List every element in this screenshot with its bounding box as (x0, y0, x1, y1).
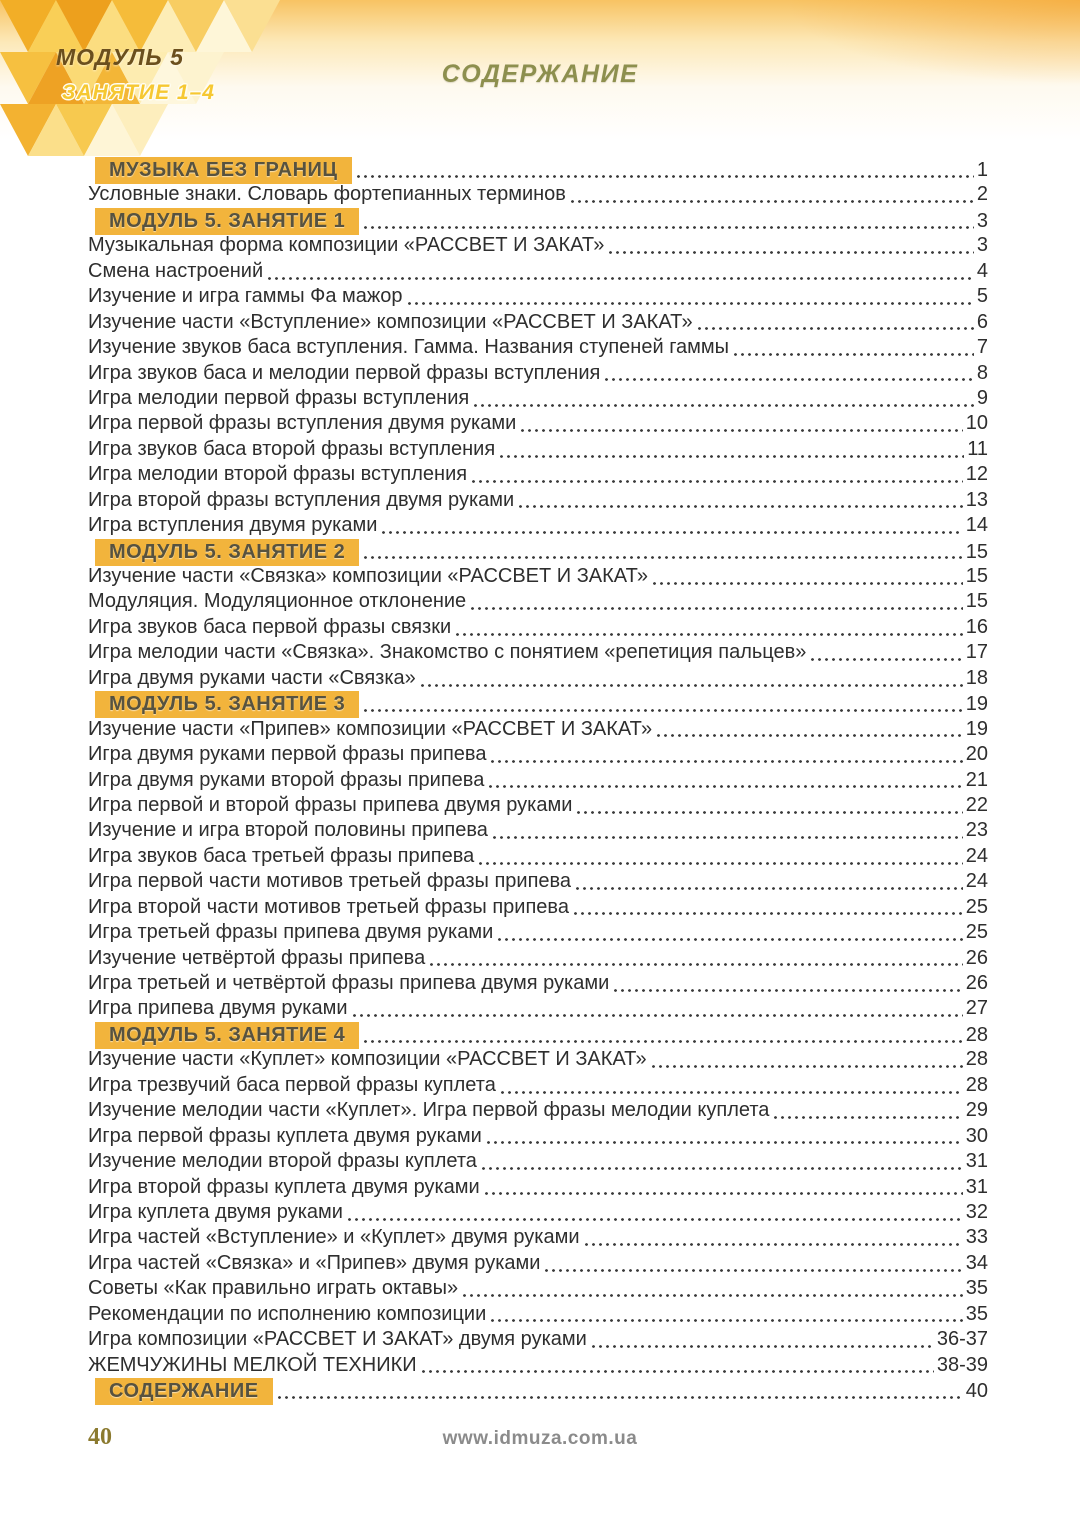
toc-item-row (88, 895, 988, 920)
toc-entry-page: 25 (965, 895, 988, 918)
dotted-leader (266, 259, 974, 284)
dotted-leader (496, 920, 962, 945)
toc-entry-page: 2 (976, 183, 988, 206)
toc-entry-page: 5 (976, 285, 988, 308)
toc-item-row (88, 640, 988, 665)
toc-item-row (88, 1175, 988, 1200)
toc-entry-label: Игра частей «Связка» и «Припев» двумя руками (88, 1251, 541, 1274)
toc-entry-page: 21 (965, 768, 988, 791)
toc-item-row (88, 1124, 988, 1149)
dotted-leader (485, 1124, 963, 1149)
dotted-leader (574, 869, 963, 894)
toc-item-row (88, 971, 988, 996)
dotted-leader (420, 1353, 934, 1378)
toc-entry-label: Изучение и игра гаммы Фа мажор (88, 285, 403, 308)
toc-item-row (88, 615, 988, 640)
toc-entry-label: Игра куплета двумя руками (88, 1200, 343, 1223)
toc-entry-page: 24 (965, 844, 988, 867)
toc-item-row (88, 1149, 988, 1174)
toc-entry-page: 34 (965, 1251, 988, 1274)
dotted-leader (477, 844, 962, 869)
toc-entry-page: 28 (965, 1048, 988, 1071)
dotted-leader (575, 793, 962, 818)
toc-entry-label: Смена настроений (88, 259, 264, 282)
toc-item-row (88, 284, 988, 309)
toc-entry-label: Игра первой части мотивов третьей фразы припева (88, 870, 572, 893)
toc-entry-label: Игра припева двумя руками (88, 997, 348, 1020)
toc-entry-label: Игра мелодии первой фразы вступления (88, 386, 470, 409)
toc-entry-page: 1 (976, 159, 988, 181)
toc-entry-label: Игра третьей и четвёртой фразы припева двумя руками (88, 972, 610, 994)
toc-item-row (88, 488, 988, 513)
toc-entry-label: Изучение звуков баса вступления. Гамма. Названия ступеней гаммы (88, 336, 730, 359)
toc-item-row (88, 1098, 988, 1123)
dotted-leader (461, 1276, 963, 1301)
toc-entry-label: Игра звуков баса второй фразы вступления (88, 437, 496, 460)
toc-item-row (88, 793, 988, 818)
toc-item-row (88, 818, 988, 843)
toc-entry-label: Игра звуков баса третьей фразы припева (88, 844, 475, 867)
toc-entry-label: Игра вступления двумя руками (88, 514, 378, 537)
toc-entry-page: 11 (967, 437, 988, 460)
dotted-leader (487, 768, 962, 793)
lesson-range-label: ЗАНЯТИЕ 1–4 (62, 81, 215, 104)
toc-entry-label: Изучение и игра второй половины припева (88, 819, 488, 842)
toc-item-row (88, 844, 988, 869)
dotted-leader (362, 208, 974, 233)
dotted-leader (650, 1047, 963, 1072)
toc-entry-label: Игра третьей фразы припева двумя руками (88, 921, 494, 944)
dotted-leader (809, 640, 962, 665)
dotted-leader (380, 513, 962, 538)
toc-entry-label: Музыкальная форма композиции «РАССВЕТ И ЗАКАТ» (88, 234, 605, 257)
toc-item-row (88, 589, 988, 614)
toc-entry-page: 32 (965, 1200, 988, 1223)
dotted-leader (603, 361, 974, 386)
footer-website: www.idmuza.com.ua (442, 1428, 638, 1449)
toc-item-row (88, 564, 988, 589)
toc-entry-label: Изучение мелодии части «Куплет». Игра первой фразы мелодии куплета (88, 1099, 770, 1122)
toc-entry-page: 20 (965, 743, 988, 766)
toc-entry-page: 15 (965, 540, 988, 563)
dotted-leader (489, 742, 962, 767)
dotted-leader (454, 615, 963, 640)
toc-section-row (88, 157, 988, 182)
toc-entry-label: СОДЕРЖАНИЕ (95, 1378, 273, 1405)
toc-entry-page: 33 (965, 1226, 988, 1249)
toc-entry-page: 16 (965, 615, 988, 638)
toc-item-row (88, 1327, 988, 1352)
toc-entry-page: 40 (965, 1380, 988, 1402)
toc-entry-page: 38-39 (936, 1353, 988, 1376)
toc-entry-label: МОДУЛЬ 5. ЗАНЯТИЕ 3 (95, 691, 359, 718)
dotted-leader (572, 895, 963, 920)
toc-entry-page: 35 (965, 1277, 988, 1300)
toc-item-row (88, 335, 988, 360)
toc-item-row (88, 386, 988, 411)
toc-item-row (88, 1302, 988, 1327)
toc-entry-page: 9 (976, 386, 988, 409)
toc-entry-page: 27 (965, 997, 988, 1020)
toc-entry-page: 4 (976, 259, 988, 282)
toc-entry-label: Рекомендации по исполнению композиции (88, 1302, 487, 1325)
toc-section-row (88, 691, 988, 716)
toc-item-row (88, 1225, 988, 1250)
toc-item-row (88, 310, 988, 335)
toc-entry-page: 36-37 (936, 1328, 988, 1351)
toc-entry-label: Игра мелодии второй фразы вступления (88, 463, 468, 486)
toc-entry-label: Игра частей «Вступление» и «Куплет» двумя руками (88, 1226, 580, 1249)
toc-entry-page: 31 (965, 1150, 988, 1173)
dotted-leader (655, 717, 963, 742)
toc-entry-label: Советы «Как правильно играть октавы» (88, 1277, 459, 1300)
toc-entry-page: 15 (965, 565, 988, 587)
toc-item-row (88, 411, 988, 436)
toc-entry-label: Изучение части «Связка» композиции «РАССВЕТ И ЗАКАТ» (88, 565, 649, 587)
dotted-leader (469, 589, 963, 614)
toc-entry-page: 8 (976, 361, 988, 384)
toc-entry-label: Игра второй фразы вступления двумя руками (88, 488, 515, 511)
toc-entry-label: Игра трезвучий баса первой фразы куплета (88, 1073, 496, 1096)
toc-item-row (88, 742, 988, 767)
dotted-leader (772, 1098, 962, 1123)
dotted-leader (612, 971, 962, 996)
toc-section-row (88, 1378, 988, 1403)
dotted-leader (355, 157, 974, 182)
toc-section-row (88, 1022, 988, 1047)
dotted-leader (583, 1225, 963, 1250)
dotted-leader (419, 666, 963, 691)
dotted-leader (362, 1022, 963, 1047)
toc-item-row (88, 437, 988, 462)
dotted-leader (480, 1149, 963, 1174)
toc-entry-label: Игра двумя руками части «Связка» (88, 666, 416, 689)
toc-entry-page: 25 (965, 921, 988, 944)
toc-entry-page: 13 (965, 488, 988, 511)
toc-entry-label: Игра звуков баса первой фразы связки (88, 615, 452, 638)
dotted-leader (483, 1175, 963, 1200)
toc-entry-label: Игра двумя руками первой фразы припева (88, 743, 487, 766)
toc-entry-page: 28 (965, 1073, 988, 1096)
toc-item-row (88, 768, 988, 793)
toc-entry-label: Игра первой фразы куплета двумя руками (88, 1124, 482, 1147)
toc-item-row (88, 1047, 988, 1072)
toc-entry-label: МУЗЫКА БЕЗ ГРАНИЦ (95, 157, 352, 184)
toc-entry-label: Модуляция. Модуляционное отклонение (88, 590, 467, 613)
toc-item-row (88, 717, 988, 742)
dotted-leader (569, 182, 974, 207)
dotted-leader (499, 1073, 963, 1098)
toc-item-row (88, 946, 988, 971)
toc-entry-label: Игра мелодии части «Связка». Знакомство с понятием «репетиция пальцев» (88, 641, 807, 664)
toc-item-row (88, 1353, 988, 1378)
toc-entry-page: 3 (976, 234, 988, 257)
toc-entry-label: Изучение части «Припев» композиции «РАССВЕТ И ЗАКАТ» (88, 717, 653, 740)
toc-item-row (88, 233, 988, 258)
page-header (0, 0, 1080, 140)
toc-entry-page: 28 (965, 1023, 988, 1046)
module-label: МОДУЛЬ 5 (56, 44, 184, 70)
dotted-leader (696, 310, 974, 335)
toc-item-row (88, 1073, 988, 1098)
toc-entry-page: 24 (965, 870, 988, 893)
dotted-leader (362, 539, 963, 564)
dotted-leader (406, 284, 974, 309)
dotted-leader (590, 1327, 934, 1352)
toc-entry-page: 23 (965, 819, 988, 842)
toc-entry-page: 19 (965, 693, 988, 716)
toc-entry-page: 15 (965, 590, 988, 613)
dotted-leader (517, 488, 963, 513)
dotted-leader (732, 335, 974, 360)
toc-entry-page: 30 (965, 1124, 988, 1147)
dotted-leader (351, 996, 963, 1021)
dotted-leader (491, 818, 963, 843)
dotted-leader (607, 233, 973, 258)
toc-entry-page: 7 (976, 336, 988, 359)
toc-entry-page: 22 (965, 793, 988, 816)
dotted-leader (346, 1200, 963, 1225)
toc-entry-page: 10 (965, 412, 988, 435)
toc-entry-label: Игра первой фразы вступления двумя руками (88, 412, 517, 435)
dotted-leader (489, 1302, 962, 1327)
toc-item-row (88, 1251, 988, 1276)
dotted-leader (276, 1378, 963, 1403)
toc-entry-label: Изучение мелодии второй фразы куплета (88, 1150, 477, 1173)
toc-item-row (88, 1200, 988, 1225)
dotted-leader (651, 564, 963, 589)
toc-entry-page: 26 (965, 946, 988, 969)
dotted-leader (472, 386, 974, 411)
dotted-leader (470, 462, 963, 487)
dotted-leader (362, 691, 963, 716)
toc-entry-label: Изучение части «Куплет» композиции «РАССВЕТ И ЗАКАТ» (88, 1048, 647, 1071)
toc-entry-label: МОДУЛЬ 5. ЗАНЯТИЕ 1 (95, 208, 359, 235)
dotted-leader (543, 1251, 962, 1276)
toc-entry-label: Игра двумя руками второй фразы припева (88, 768, 485, 791)
dotted-leader (519, 411, 962, 436)
toc-item-row (88, 182, 988, 207)
toc-item-row (88, 462, 988, 487)
toc-item-row (88, 513, 988, 538)
toc-entry-label: Игра композиции «РАССВЕТ И ЗАКАТ» двумя руками (88, 1328, 587, 1351)
toc-item-row (88, 1276, 988, 1301)
toc-list (88, 157, 988, 1403)
toc-entry-page: 19 (965, 717, 988, 740)
toc-entry-label: Условные знаки. Словарь фортепианных терминов (88, 183, 566, 206)
toc-entry-page: 31 (965, 1175, 988, 1198)
toc-entry-label: Изучение части «Вступление» композиции «РАССВЕТ И ЗАКАТ» (88, 310, 693, 333)
toc-entry-label: Игра первой и второй фразы припева двумя руками (88, 793, 573, 816)
toc-item-row (88, 666, 988, 691)
toc-entry-page: 18 (965, 666, 988, 689)
dotted-leader (498, 437, 964, 462)
toc-entry-label: Изучение четвёртой фразы припева (88, 946, 426, 969)
toc-entry-page: 14 (965, 514, 988, 537)
toc-entry-label: МОДУЛЬ 5. ЗАНЯТИЕ 2 (95, 539, 359, 566)
toc-entry-label: МОДУЛЬ 5. ЗАНЯТИЕ 4 (95, 1022, 359, 1049)
toc-section-row (88, 539, 988, 564)
toc-entry-page: 17 (965, 641, 988, 664)
toc-item-row (88, 361, 988, 386)
toc-item-row (88, 869, 988, 894)
toc-entry-page: 26 (965, 972, 988, 994)
footer-page-number: 40 (88, 1424, 112, 1450)
toc-entry-label: ЖЕМЧУЖИНЫ МЕЛКОЙ ТЕХНИКИ (88, 1353, 417, 1376)
toc-entry-page: 35 (965, 1302, 988, 1325)
toc-entry-label: Игра звуков баса и мелодии первой фразы вступления (88, 361, 601, 384)
toc-entry-page: 29 (965, 1099, 988, 1122)
page-title: СОДЕРЖАНИЕ (441, 60, 639, 88)
toc-item-row (88, 259, 988, 284)
toc-entry-label: Игра второй фразы куплета двумя руками (88, 1175, 480, 1198)
toc-entry-page: 3 (976, 209, 988, 232)
toc-item-row (88, 920, 988, 945)
toc-entry-label: Игра второй части мотивов третьей фразы припева (88, 895, 569, 918)
toc-item-row (88, 996, 988, 1021)
dotted-leader (428, 946, 963, 971)
toc-section-row (88, 208, 988, 233)
toc-entry-page: 6 (976, 310, 988, 333)
toc-entry-page: 12 (965, 463, 988, 486)
